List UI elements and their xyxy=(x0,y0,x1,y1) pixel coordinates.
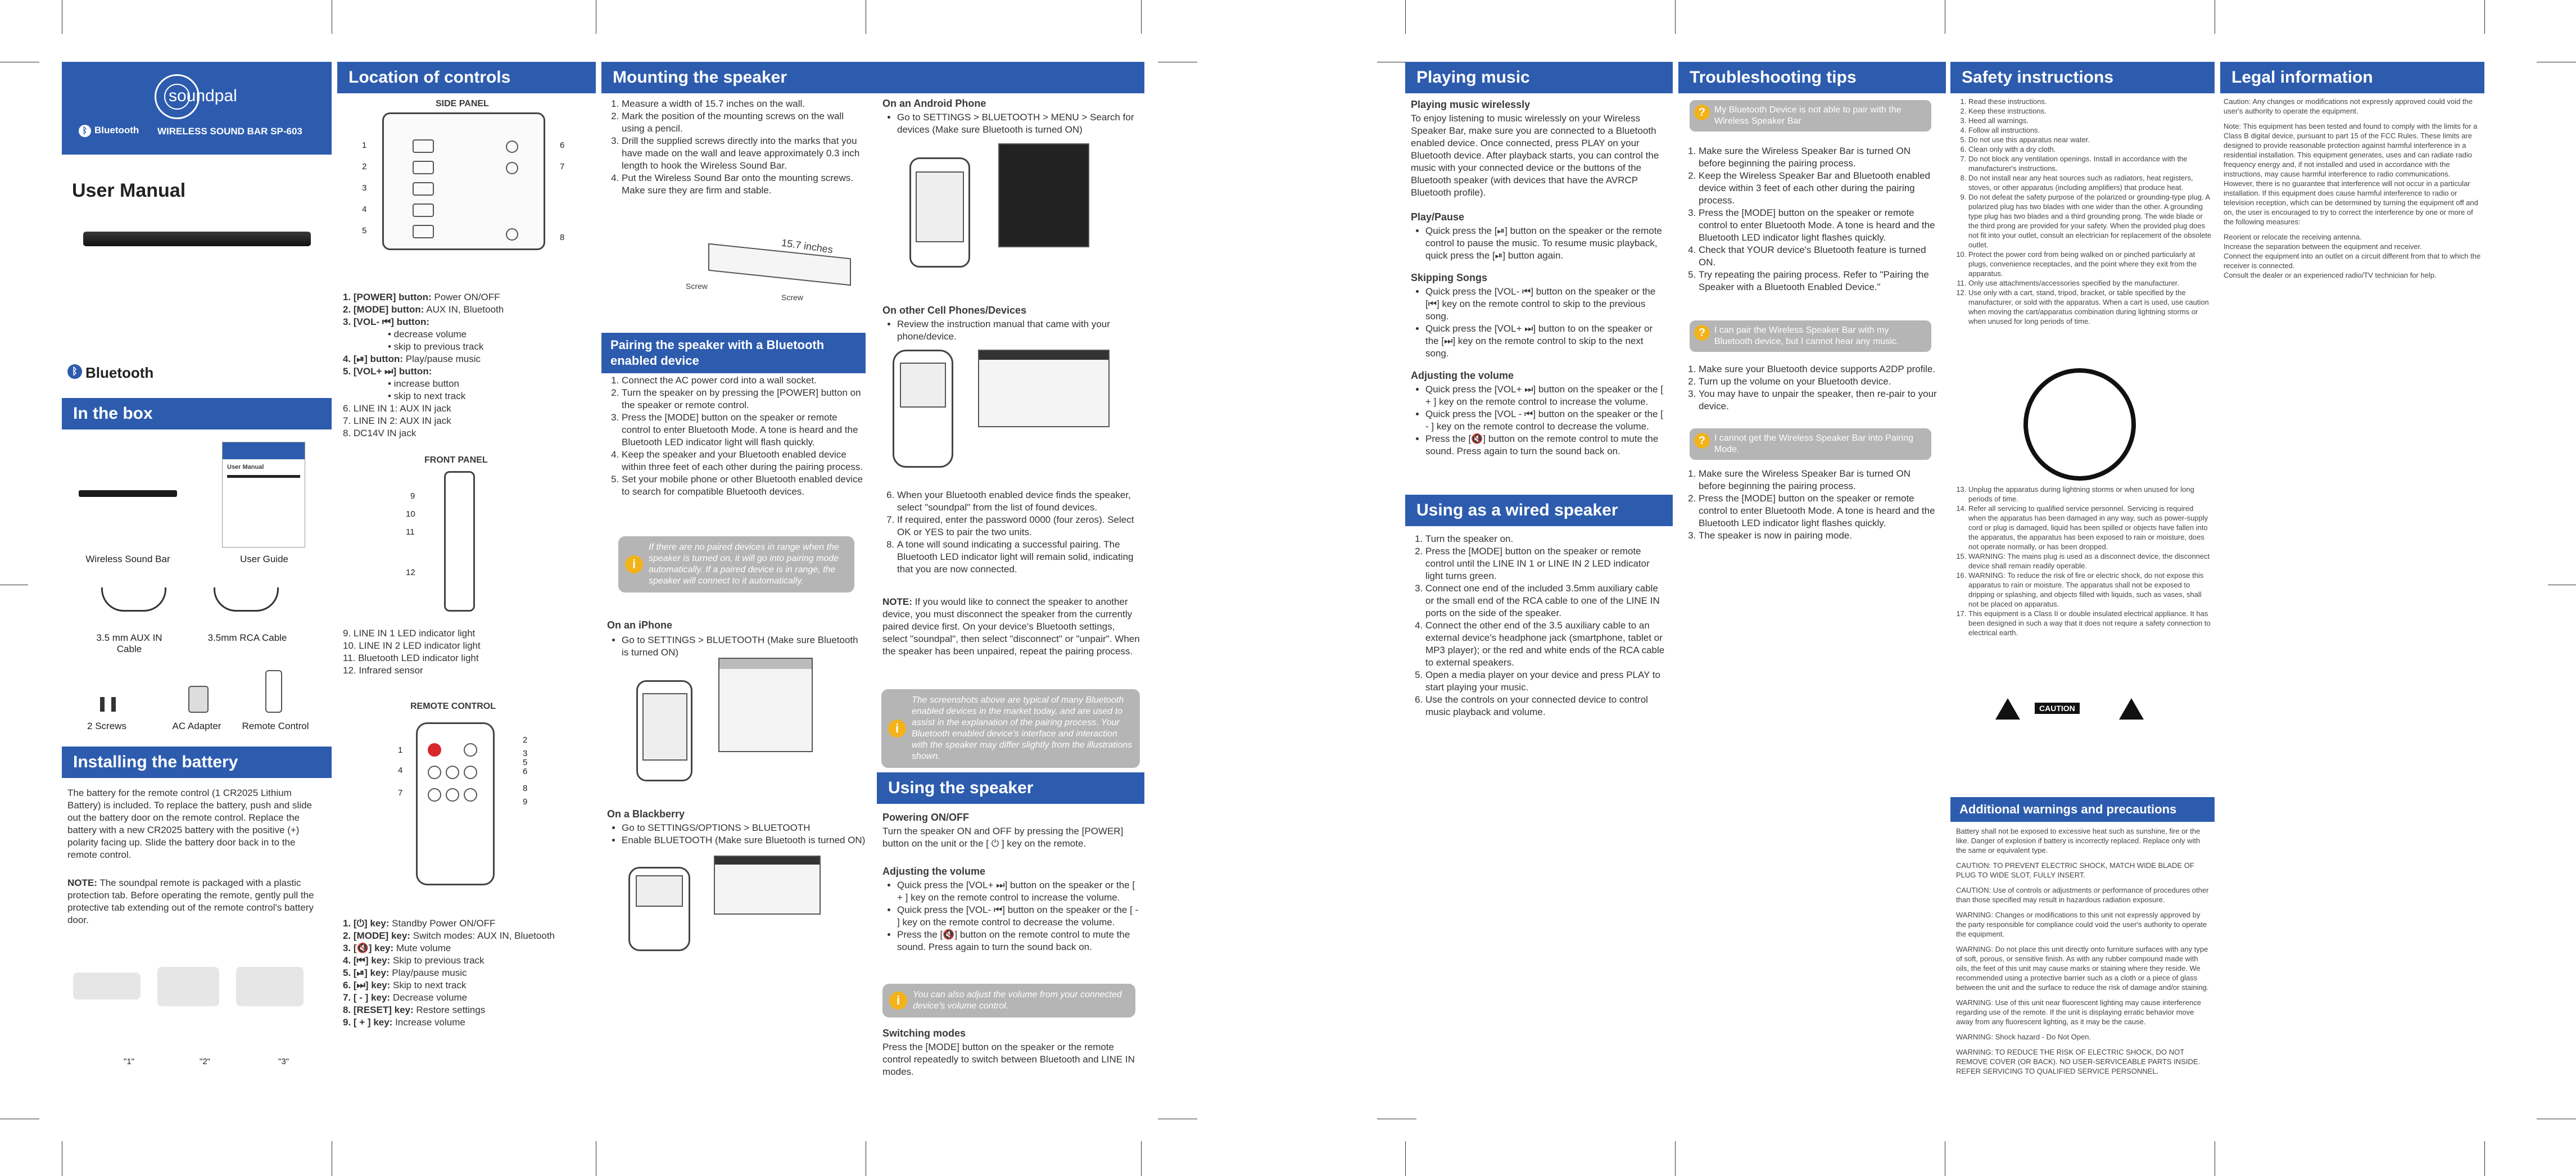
caution-warning-icon xyxy=(1995,698,2020,720)
android-screen-zoom xyxy=(998,143,1089,247)
pairing-steps: 1. Connect the AC power cord into a wall socket. 2. Turn the speaker on by pressing the [POWER] button on the speaker or remote control. 3. Press the [MODE] button on the speaker or remote control to enter Bluetooth Mode. A tone is heard and the Bluetooth LED indicator light will flash quickly. 4. Keep the speaker and your Bluetooth enabled device within three feet of each other during the pairing process. 5. Set your mobile phone or other Bluetooth enabled device to search for compatible Bluetooth devices. xyxy=(607,374,866,498)
battery-step-2: "2" xyxy=(200,1057,210,1066)
volume-body: • Quick press the [VOL+ ⏭] button on the speaker or the [ + ] key on the remote control to increase the volume. • Quick press the [VOL- ⏮] button on the speaker or the [ - ] key on the remote control to decrease the volume. • Press the [🔇] button on the remote control to mute the sound. Press again to turn the sound back on. xyxy=(882,879,1141,953)
adapter-image xyxy=(188,686,209,713)
playing-heading: Playing music xyxy=(1405,62,1673,93)
additional-body: Battery shall not be exposed to excessive heat such as sunshine, fire or the like. Danger of explosion if battery is incorrectly replaced. Replace only with the same or equivalent type. CAUTION: TO PREVENT ELECTRIC SHOCK, MATCH WIDE BLADE OF PLUG TO WIDE SLOT, FULLY INSERT. CAUTION: Use of controls or adjustments or performance of procedures other than those specified may result in hazardous radiation exposure. WARNING: Changes or modifications to this unit not expressly approved by the party responsible for compliance could void the user's authority to operate the equipment. WARNING: Do not place this unit directly onto furniture surfaces with any type of soft, porous, or sensitive finish. As with any rubber compound made with oils, the feet of this unit may cause marks or staining where they reside. We recommended using a protective barrier such as a cloth or a piece of glass between the unit and the surface to reduce the risk of damage and/or staining. WARNING: Use of this unit near fluorescent lighting may cause interference regarding use of the remote. If the unit is displaying erratic behavior move away from any fluorescent lighting, as it may be the cause. WARNING: Shock hazard - Do Not Open. WARNING: TO REDUCE THE RISK OF ELECTRIC SHOCK, DO NOT REMOVE COVER (OR BACK). NO USER-SERVICEABLE PARTS INSIDE. REFER SERVICING TO QUALIFIED SERVICE PERSONNEL. xyxy=(1956,827,2209,1075)
model-name: WIRELESS SOUND BAR SP-603 xyxy=(157,126,302,137)
mounting-panel xyxy=(601,62,1144,1119)
legal-heading: Legal information xyxy=(2220,62,2484,93)
battery-heading: Installing the battery xyxy=(62,747,332,778)
android-instructions: • Go to SETTINGS > BLUETOOTH > MENU > Search for devices (Make sure Bluetooth is turned ON) xyxy=(882,111,1141,136)
trouble-question-2: ? I can pair the Wireless Speaker Bar with my Bluetooth device, but I cannot hear any music. xyxy=(1690,320,1931,352)
side-btn xyxy=(413,161,434,174)
side-item: • skip to previous track xyxy=(388,341,484,352)
cover-panel xyxy=(62,62,332,1119)
side-jack xyxy=(506,141,518,153)
pause-heading: Play/Pause xyxy=(1411,211,1465,223)
screw-label-2: Screw xyxy=(781,293,803,302)
iphone-image xyxy=(636,680,692,781)
in-the-box-heading: In the box xyxy=(62,398,332,429)
blackberry-heading: On a Blackberry xyxy=(607,808,685,820)
pairing-heading: Pairing the speaker with a Bluetooth enabled device xyxy=(601,333,866,373)
side-item: 3. [VOL- ⏮] button: xyxy=(343,316,430,327)
other-heading: On other Cell Phones/Devices xyxy=(882,305,1027,316)
cellphone-screen-zoom xyxy=(978,350,1110,427)
user-guide-thumb xyxy=(222,442,305,548)
trouble-heading: Troubleshooting tips xyxy=(1678,62,1946,93)
iphone-instructions: • Go to SETTINGS > BLUETOOTH (Make sure Bluetooth is turned ON) xyxy=(607,634,866,659)
shock-warning-icon xyxy=(2119,698,2144,720)
side-btn xyxy=(413,203,434,217)
side-item: 5. [VOL+ ⏭] button: xyxy=(343,366,432,377)
trouble-answer-3: 1. Make sure the Wireless Speaker Bar is turned ON before beginning the pairing process. 2. Press the [MODE] button on the speaker or remote control to enter Bluetooth Mode. A tone is heard and the Bluetooth LED indicator light flashes quickly. 3. The speaker is now in pairing mode. xyxy=(1684,468,1940,542)
box-item-aux-cable: 3.5 mm AUX IN Cable xyxy=(96,632,162,654)
bluetooth-logo: Bluetooth xyxy=(85,364,154,381)
pairing-note: i If there are no paired devices in range when the speaker is turned on, it will go into pairing mode automatically. If a paired device is in range, the speaker will connect to it automatically. xyxy=(618,536,854,592)
remote-items: 1. [⏻] key: Standby Power ON/OFF 2. [MODE] key: Switch modes: AUX IN, Bluetooth 3. [🔇] key: Mute volume 4. [⏮] key: Skip to previous track 5. [⏯] key: Play/pause music 6. [⏭] key: Skip to next track 7. [ - ] key: Decrease volume 8. [RESET] key: Restore settings 9. [ + ] key: Increase volume xyxy=(343,918,555,1028)
switch-heading: Switching modes xyxy=(882,1028,966,1039)
battery-step-1-image xyxy=(73,973,141,999)
trouble-question-3: ? I cannot get the Wireless Speaker Bar into Pairing Mode. xyxy=(1690,428,1931,460)
info-icon: i xyxy=(889,992,907,1010)
skip-body: • Quick press the [VOL- ⏮] button on the speaker or the [⏮] key on the remote control to skip to the previous song. • Quick press the [VOL+ ⏭] button to on the speaker or the [⏭] key on the remote control to skip to the next song. xyxy=(1411,286,1667,360)
mounting-steps: 1. Measure a width of 15.7 inches on the wall. 2. Mark the position of the mounting screws on the wall using a pencil. 3. Drill the supplied screws directly into the marks that you have made on the wall and leave approximately 0.3 inch length to hook the Wireless Sound Bar. 4. Put the Wireless Sound Bar onto the mounting screws. Make sure they are firm and stable. xyxy=(607,98,866,197)
adjust-heading: Adjusting the volume xyxy=(1411,370,1514,381)
safety-list: 1. Read these instructions. 2. Keep these instructions. 3. Heed all warnings. 4. Follow all instructions. 5. Do not use this apparatus near water. 6. Clean only with a dry cloth. 7. Do not block any ventilation openings. Install in accordance with the manufacturer's instructions. 8. Do not install near any heat sources such as radiators, heat registers, stoves, or other apparatus (including amplifiers) that produce heat. 9. Do not defeat the safety purpose of the polarized or grounding-type plug. A polarized plug has two blades with one wider than the other. A grounding type plug has two blades and a third grounding prong. The wide blade or the third prong are provided for your safety. When the provided plug does not fit into your outlet, consult an electrician for replacement of the obsolete outlet. 10. Protect the power cord from being walked on or pinched particularly at plugs, convenience receptacles, and the point where they exit from the apparatus. 11. Only use attachments/accessories specified by the manufacturer. 12. Use only with a cart, stand, tripod, bracket, or table specified by the manufacturer, or sold with the apparatus. When a cart is used, use caution when moving the cart/apparatus combination during lightning storms or when unused for long periods of time. xyxy=(1954,97,2212,326)
side-items xyxy=(343,291,590,440)
volume-heading: Adjusting the volume xyxy=(882,866,986,877)
blackberry-screen-zoom xyxy=(714,856,821,915)
side-item: 8. DC14V IN jack xyxy=(343,428,416,438)
pause-body: • Quick press the [⏯] button on the speaker or the remote control to pause the music. To resume music playback, quick press the [⏯] button again. xyxy=(1411,225,1667,262)
power-body: Turn the speaker ON and OFF by pressing the [POWER] button on the unit or the [ ⏻ ] key on the remote. xyxy=(882,826,1124,849)
front-panel-diagram xyxy=(444,471,475,612)
side-btn xyxy=(413,182,434,196)
side-item: 4. [⏯] button: Play/pause music xyxy=(343,354,481,364)
wireless-body: To enjoy listening to music wirelessly on your Wireless Speaker Bar, make sure you are connected to a Bluetooth enabled device. Once connected, press PLAY on your Bluetooth device. After playback starts, you can control the music with your connected device or the buttons of the Bluetooth speaker (with devices that have the AVRCP Bluetooth profile). xyxy=(1411,113,1659,198)
side-btn xyxy=(413,139,434,153)
box-item-user-guide: User Guide xyxy=(240,554,288,564)
android-heading: On an Android Phone xyxy=(882,98,986,109)
side-item: • decrease volume xyxy=(388,329,467,340)
side-item: 6. LINE IN 1: AUX IN jack xyxy=(343,403,451,414)
rca-cable-image xyxy=(214,587,279,612)
safety-list-2: 13. Unplug the apparatus during lightning storms or when unused for long periods of time. 14. Refer all servicing to qualified service personnel. Servicing is required when the apparatus has been damaged in any way, such as power-supply cord or plug is damaged, liquid has been spilled or objects have fallen into the apparatus, the apparatus has been exposed to rain or moisture, does not operate normally, or has been dropped. 15. WARNING: The mains plug is used as a disconnect device, the disconnect device shall remain readily operable. 16. WARNING: To reduce the risk of fire or electric shock, do not expose this apparatus to rain or moisture. The apparatus shall not be exposed to dripping or splashing, and objects filled with liquids, such as vases, shall not be placed on apparatus. 17. This equipment is a Class II or double insulated electrical appliance. It has been designed in such a way that it does not require a safety connection to electrical earth. xyxy=(1954,485,2212,637)
screws-image xyxy=(100,697,105,712)
battery-note: NOTE: The soundpal remote is packaged with a plastic protection tab. Before operating the remote, gently pull the protective tab extending out of the remote control's battery door. xyxy=(67,878,314,925)
brand-name: soundpal xyxy=(169,87,237,105)
bluetooth-label: Bluetooth xyxy=(94,125,139,135)
screenshots-note: i The screenshots above are typical of many Bluetooth enabled devices in the market today, and are used to assist in the explanation of the pairing process. Your Bluetooth enabled device's interface and interaction with the speaker may differ slightly from the illustrations shown. xyxy=(881,689,1140,768)
skip-heading: Skipping Songs xyxy=(1411,272,1488,283)
measure-label: 15.7 inches xyxy=(781,237,834,256)
iphone-screen-zoom xyxy=(718,658,813,752)
volume-note: i You can also adjust the volume from your connected device's volume control. xyxy=(882,984,1135,1017)
side-item: 2. [MODE] button: AUX IN, Bluetooth xyxy=(343,304,504,315)
side-btn xyxy=(413,225,434,238)
box-item-screws: 2 Screws xyxy=(87,721,126,731)
switch-body: Press the [MODE] button on the speaker or the remote control repeatedly to switch between Bluetooth and LINE IN modes. xyxy=(882,1042,1135,1077)
side-panel-diagram xyxy=(382,112,545,250)
screw-label-1: Screw xyxy=(686,282,708,291)
wired-heading: Using as a wired speaker xyxy=(1405,495,1673,526)
power-heading: Powering ON/OFF xyxy=(882,812,970,823)
other-instructions: • Review the instruction manual that came with your phone/device. xyxy=(882,318,1141,343)
bluetooth-icon: ᛒ xyxy=(67,364,82,379)
trouble-question-1: ? My Bluetooth Device is not able to pair with the Wireless Speaker Bar xyxy=(1690,100,1931,132)
iphone-heading: On an iPhone xyxy=(607,619,673,631)
cart-warning-icon xyxy=(2023,368,2136,481)
location-heading: Location of controls xyxy=(337,62,596,93)
battery-step-3: "3" xyxy=(278,1057,289,1066)
power-key-icon xyxy=(428,743,441,757)
aux-cable-image xyxy=(101,587,166,612)
pairing-steps-continued: 6. When your Bluetooth enabled device finds the speaker, select "soundpal" from the list of found devices. 7. If required, enter the password 0000 (four zeros). Select OK or YES to pair the two units. 8. A tone will sound indicating a successful pairing. The Bluetooth LED indicator light will remain solid, indicating that you are now connected. xyxy=(882,489,1141,576)
remote-image xyxy=(265,670,282,713)
battery-step-1: "1" xyxy=(124,1057,134,1066)
android-image xyxy=(909,157,970,268)
side-item: • skip to next track xyxy=(388,391,466,401)
legal-panel xyxy=(2220,62,2484,1119)
box-item-remote: Remote Control xyxy=(242,721,309,731)
question-icon: ? xyxy=(1694,105,1710,120)
location-panel: Location of controls SIDE PANEL 1 2 3 4 5 6 7 8 1. [POWER] button: Power ON/OFF 2. [MODE] button: AUX IN, Bluetooth 3. [VOL- ⏮] button: • decrease volume • skip to previous track 4. [⏯] button: Play/pause music 5. [VOL+ ⏭] button: • increase button • skip to next track 6. LINE IN 1: AUX IN jack 7. LINE IN 2: AUX IN jack 8. DC14V IN jack FRONT PANEL 9 10 11 12 9. LINE IN 1 LED indicator light 10. LINE IN 2 LED indicator light 11. Bluetooth LED indicator light 12. Infrared sensor REMOTE CONTROL 1 4 7 2 3 5 6 8 9 1. [⏻] key: Standby Power ON/OFF 2. [MODE] key: Switch modes: AUX IN, Bluetooth 3. [🔇] key: Mute volume 4. [⏮] key: Skip to previous track 5. [⏯] key: Play/pause music 6. [⏭] key: Skip to next track 7. [ - ] key: Decrease volume 8. [RESET] key: Restore settings 9. [ + ] key: Increase volume xyxy=(337,62,596,1119)
remote-diagram xyxy=(416,722,495,885)
blackberry-image xyxy=(628,867,690,951)
cellphone-image xyxy=(893,350,953,468)
screws-image xyxy=(111,697,116,712)
cover-header xyxy=(62,62,332,155)
box-soundbar-image xyxy=(79,490,177,497)
side-jack xyxy=(506,228,518,241)
trouble-answer-2: 1. Make sure your Bluetooth device supports A2DP profile. 2. Turn up the volume on your Bluetooth device. 3. You may have to unpair the speaker, then re-pair to your device. xyxy=(1684,363,1940,413)
playing-panel xyxy=(1405,62,1673,1119)
box-item-rca-cable: 3.5mm RCA Cable xyxy=(207,632,287,643)
legal-body: Caution: Any changes or modifications not expressly approved could void the user's authority to operate the equipment. Note: This equipment has been tested and found to comply with the limits for a Class B digital device, pursuant to part 15 of the FCC Rules. These limits are designed to provide reasonable protection against harmful interference in a residential installation. This equipment generates, uses and can radiate radio frequency energy and, if not installed and used in accordance with the instructions, may cause harmful interference to radio communications. However, there is no guarantee that interference will not occur in a particular installation. If this equipment does cause harmful interference to radio or television reception, which can be determined by turning the equipment off and on, the user is encouraged to try to correct the interference by one or more of the following measures: Reorient or relocate the receiving antenna. Increase the separation between the equipment and receiver. Connect the equipment into an outlet on a circuit different from that to which the receiver is connected. Consult the dealer or an experienced radio/TV technician for help. xyxy=(2224,97,2481,279)
front-panel-title: FRONT PANEL xyxy=(424,455,488,465)
manual-title: User Manual xyxy=(72,180,186,201)
trouble-answer-1: 1. Make sure the Wireless Speaker Bar is turned ON before beginning the pairing process. 2. Keep the Wireless Speaker Bar and Bluetooth enabled device within 3 feet of each other during the pairing process. 3. Press the [MODE] button on the speaker or remote control to enter Bluetooth Mode. A tone is heard and the Bluetooth LED indicator light flashes quickly. 4. Check that YOUR device's Bluetooth feature is turned ON. 5. Try repeating the pairing process. Refer to "Pairing the Speaker with a Bluetooth Enabled Device." xyxy=(1684,145,1940,293)
additional-heading: Additional warnings and precautions xyxy=(1950,797,2215,822)
safety-heading: Safety instructions xyxy=(1950,62,2215,93)
adjust-body: • Quick press the [VOL+ ⏭] button on the speaker or the [ + ] key on the remote control to increase the volume. • Quick press the [VOL - ⏮] button on the speaker or the [ - ] key on the remote control to decrease the volume. • Press the [🔇] button on the remote control to mute the sound. Press again to turn the sound back on. xyxy=(1411,383,1667,458)
question-icon: ? xyxy=(1694,325,1710,341)
battery-body: The battery for the remote control (1 CR2025 Lithium Battery) is included. To replace the battery, push and slide out the battery door on the remote control. Replace the battery with a new CR2025 battery with the positive (+) polarity facing up. Slide the battery door back in to the remote control. xyxy=(67,788,313,860)
side-item: • increase button xyxy=(388,378,459,389)
side-item: 7. LINE IN 2: AUX IN jack xyxy=(343,415,451,426)
caution-label: CAUTION xyxy=(2035,703,2080,714)
using-heading: Using the speaker xyxy=(877,772,1144,804)
front-items: 9. LINE IN 1 LED indicator light 10. LINE IN 2 LED indicator light 11. Bluetooth LED indicator light 12. Infrared sensor xyxy=(343,628,481,676)
side-jack xyxy=(506,162,518,174)
wireless-heading: Playing music wirelessly xyxy=(1411,99,1531,110)
soundbar-image xyxy=(83,232,311,246)
bluetooth-icon: ᛒ xyxy=(79,125,91,137)
info-icon: i xyxy=(625,555,643,573)
question-icon: ? xyxy=(1694,433,1710,449)
box-item-soundbar: Wireless Sound Bar xyxy=(85,554,170,564)
trouble-panel xyxy=(1678,62,1946,1119)
blackberry-instructions: • Go to SETTINGS/OPTIONS > BLUETOOTH • Enable BLUETOOTH (Make sure Bluetooth is turned ON) xyxy=(607,822,866,847)
info-icon: i xyxy=(888,720,906,738)
safety-panel xyxy=(1950,62,2215,1119)
mounting-diagram xyxy=(686,228,854,301)
user-guide-thumb-title: User Manual xyxy=(227,464,264,471)
remote-title: REMOTE CONTROL xyxy=(410,702,496,711)
side-panel-title: SIDE PANEL xyxy=(436,99,489,108)
side-item: 1. [POWER] button: Power ON/OFF xyxy=(343,292,500,302)
mounting-heading: Mounting the speaker xyxy=(601,62,1144,93)
battery-step-3-image xyxy=(236,967,304,1006)
box-item-adapter: AC Adapter xyxy=(172,721,221,731)
pairing-note-2: NOTE: If you would like to connect the speaker to another device, you must disconnect the speaker from the currently paired device first. On your device's Bluetooth settings, select "soundpal", then select "disconnect" or "unpair". When the speaker has been unpaired, repeat the pairing process. xyxy=(882,596,1140,657)
battery-step-2-image xyxy=(157,967,219,1006)
wired-steps: 1. Turn the speaker on. 2. Press the [MODE] button on the speaker or remote control until the LINE IN 1 or LINE IN 2 LED indicator light turns green. 3. Connect one end of the included 3.5mm auxiliary cable or the small end of the RCA cable to one of the LINE IN ports on the side of the speaker. 4. Connect the other end of the 3.5 auxiliary cable to an external device's headphone jack (smartphone, tablet or MP3 player); or the red and white ends of the RCA cable to external speakers. 5. Open a media player on your device and press PLAY to start playing your music. 6. Use the controls on your connected device to control music playback and volume. xyxy=(1411,533,1667,718)
